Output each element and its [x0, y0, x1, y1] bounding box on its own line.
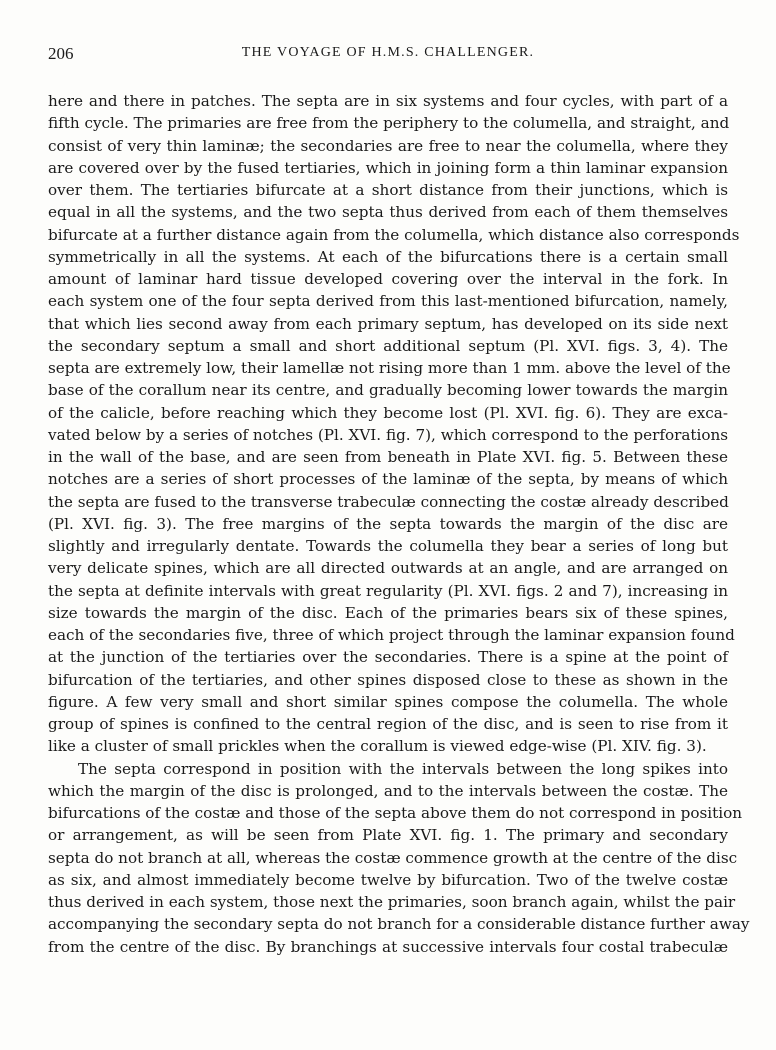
text-line: base of the corallum near its centre, and gradually becoming lower towards the margin [48, 381, 728, 400]
text-line: as six, and almost immediately become twelve by bifurcation. Two of the twelve costæ [48, 870, 728, 889]
text-line: or arrangement, as will be seen from Plate XVI. fig. 1. The primary and secondary [48, 826, 728, 845]
text-line: which the margin of the disc is prolonged, and to the intervals between the costæ. The [48, 781, 728, 800]
running-title: THE VOYAGE OF H.M.S. CHALLENGER. [241, 45, 535, 60]
running-head [48, 44, 728, 68]
text-line: group of spines is confined to the central region of the disc, and is seen to rise from it [48, 715, 728, 733]
text-line: fifth cycle. The primaries are free from the periphery to the columella, and straight, and [48, 114, 730, 133]
text-line: the secondary septum a small and short additional septum (Pl. XVI. figs. 3, 4). The [48, 336, 728, 355]
text-line: vated below by a series of notches (Pl. XVI. fig. 7), which correspond to the perforations [48, 425, 729, 444]
text-line: thus derived in each system, those next the primaries, soon branch again, whilst the pair [48, 893, 736, 911]
text-line: septa do not branch at all, whereas the costæ commence growth at the centre of the disc [48, 848, 738, 867]
text-line: The septa correspond in position with the intervals between the long spikes into [78, 759, 728, 778]
text-line: very delicate spines, which are all directed outwards at an angle, and are arranged on [48, 559, 728, 578]
text-line: the septa are fused to the transverse trabeculæ connecting the costæ already described [48, 492, 729, 511]
text-line: bifurcate at a further distance again from the columella, which distance also corresponds [48, 225, 740, 244]
paragraph-septa-position [48, 758, 750, 958]
text-line: bifurcations of the costæ and those of the septa above them do not correspond in position [48, 804, 743, 822]
text-line: amount of laminar hard tissue developed covering over the interval in the fork. In [48, 270, 728, 288]
page-number: 206 [48, 44, 74, 63]
text-line: equal in all the systems, and the two septa thus derived from each of them themselves [48, 203, 728, 222]
text-line: (Pl. XVI. fig. 3). The free margins of the septa towards the margin of the disc are [48, 514, 728, 533]
text-line: consist of very thin laminæ; the secondaries are free to near the columella, where they [48, 136, 728, 155]
text-line: that which lies second away from each primary septum, has developed on its side next [48, 314, 728, 333]
text-line: of the calicle, before reaching which they become lost (Pl. XVI. fig. 6). They are exca- [48, 403, 728, 422]
text-line: like a cluster of small prickles when the corallum is viewed edge-wise (Pl. XIV. fig. 3). [48, 737, 707, 756]
text-line: figure. A few very small and short similar spines compose the columella. The whole [48, 692, 728, 711]
text-line: symmetrically in all the systems. At each of the bifurcations there is a certain small [48, 247, 728, 266]
text-line: here and there in patches. The septa are in six systems and four cycles, with part of a [48, 92, 728, 110]
text-line: slightly and irregularly dentate. Towards the columella they bear a series of long but [48, 537, 728, 555]
text-line: at the junction of the tertiaries over the secondaries. There is a spine at the point of [48, 648, 728, 667]
text-line: bifurcation of the tertiaries, and other spines disposed close to these as shown in the [48, 670, 728, 689]
text-line: from the centre of the disc. By branchings at successive intervals four costal trabeculæ [48, 937, 728, 956]
text-line: septa are extremely low, their lamellæ not rising more than 1 mm. above the level of the [48, 359, 731, 377]
paragraph-septa-systems [48, 90, 740, 758]
body-text [48, 90, 750, 958]
text-line: the septa at definite intervals with great regularity (Pl. XVI. figs. 2 and 7), increasing in [48, 581, 728, 600]
text-line: are covered over by the fused tertiaries, which in joining form a thin laminar expansion [48, 158, 728, 177]
text-line: accompanying the secondary septa do not branch for a considerable distance further away [48, 915, 750, 934]
text-line: each system one of the four septa derived from this last-mentioned bifurcation, namely, [48, 292, 728, 311]
text-line: in the wall of the base, and are seen from beneath in Plate XVI. fig. 5. Between these [48, 448, 728, 466]
text-line: each of the secondaries five, three of which project through the laminar expansion found [48, 626, 735, 644]
text-line: notches are a series of short processes of the laminæ of the septa, by means of which [48, 470, 728, 489]
text-line: size towards the margin of the disc. Each of the primaries bears six of these spines, [48, 603, 728, 622]
text-line: over them. The tertiaries bifurcate at a short distance from their junctions, which is [48, 181, 728, 199]
